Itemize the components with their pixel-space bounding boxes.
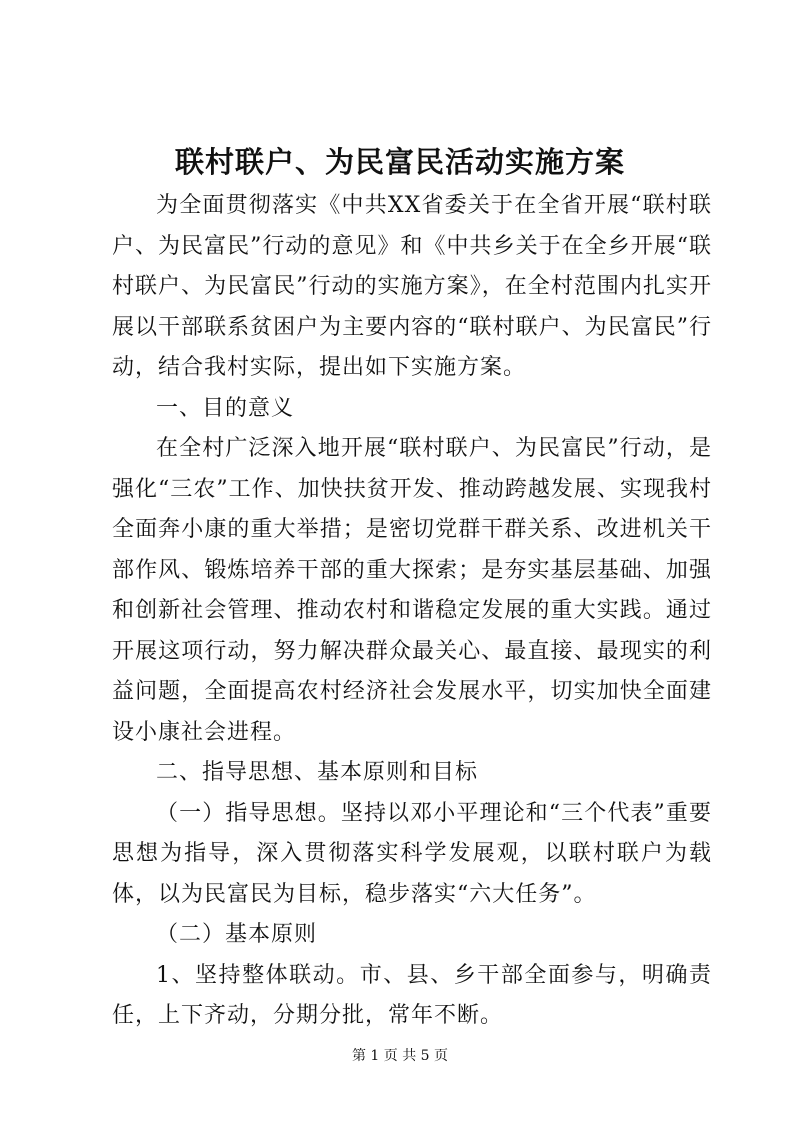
document-title: 联村联户、为民富民活动实施方案 [174,145,625,179]
section-heading-guidance: 二、指导思想、基本原则和目标 [156,760,479,785]
section-heading-purpose: 一、目的意义 [156,395,295,421]
purpose-paragraph: 在全村广泛深入地开展“联村联户、为民富民”行动，是强化“三农”工作、加快扶贫开发、推动跨越发展、实现我村全面奔小康的重大举措；是密切党群干群关系、改进机关干部作风、锻炼培养干部的重大探索；是夯实基层基础、加强和创新社会管理、推动农村和谐稳定发展的重大实践。通过开展这项行动，努力解决群众最关心、最直接、最现实的利益问题，全面提高农村经济社会发展水平，切实加快全面建设小康社会进程。 [112,436,712,745]
page-number-footer: 第 1 页 共 5 页 [351,1048,449,1064]
subsection-heading-principles: （二）基本原则 [156,922,318,947]
intro-paragraph: 为全面贯彻落实《中共XX省委关于在全省开展“联村联户、为民富民”行动的意见》和《中共乡关于在全乡开展“联村联户、为民富民”行动的实施方案》，在全村范围内扎实开展以干部联系贫困户为主要内容的“联村联户、为民富民”行动，结合我村实际，提出如下实施方案。 [112,193,712,380]
guiding-thought-paragraph: （一）指导思想。坚持以邓小平理论和“三个代表”重要思想为指导，深入贯彻落实科学发展观，以联村联户为载体，以为民富民为目标，稳步落实“六大任务”。 [112,800,712,907]
principle-1-paragraph: 1、坚持整体联动。市、县、乡干部全面参与，明确责任，上下齐动，分期分批，常年不断。 [112,962,712,1028]
document-body [112,186,712,1037]
